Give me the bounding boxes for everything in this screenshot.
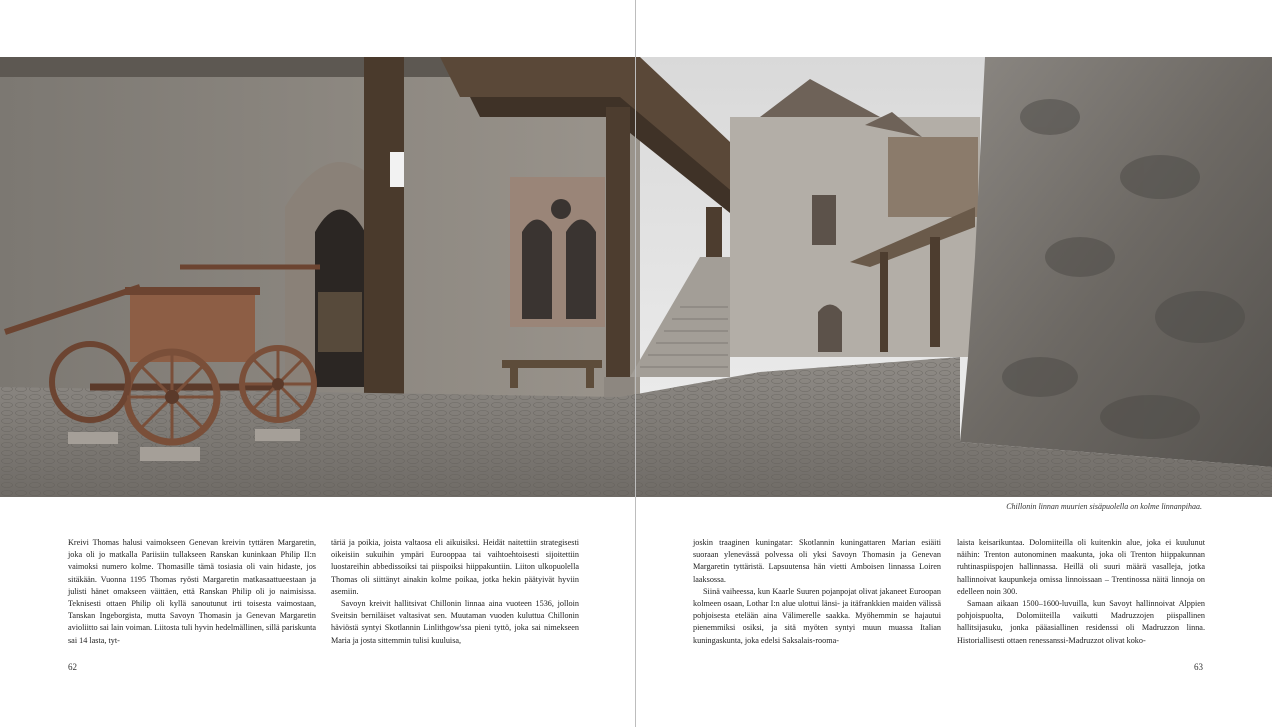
text-column-2	[331, 537, 579, 647]
courtyard-photo	[0, 57, 1272, 497]
paragraph: joskin traaginen kuningatar: Skotlannin kuningattaren Marian esiäiti suoraan ylenevässä polvessa oli yksi Savoyn Thomasin ja Genevan Margaretin tyttäristä. Lapsuutensa hän vietti Amboisen linnassa Loiren laaksossa.	[693, 538, 941, 584]
paragraph: Savoyn kreivit hallitsivat Chillonin linnaa aina vuoteen 1536, jolloin Sveitsin berniläiset valtasivat sen. Muutaman vuoden kuluttua Chillonin häviöstä syntyi Skotlannin Linlithgow'ssa pieni tyttö, joka sai nimekseen Maria ja josta sittemmin tulisi kuuluisa,	[331, 599, 579, 645]
paragraph: täriä ja poikia, joista valtaosa eli aikuisiksi. Heidät naitettiin strategisesti oikeisiin sukuihin ympäri Eurooppaa tai vaihtoehtoisesti sijoitettiin luostareihin abbedissoiksi tai piispoiksi hiippakuntiin. Liiton ulkopuolella Thomas oli siittänyt ainakin kolme poikaa, jotka hekin päätyivät hyviin asemiin.	[331, 538, 579, 596]
page-number-left: 62	[68, 662, 77, 672]
paragraph: Samaan aikaan 1500–1600-luvuilla, kun Savoyt hallinnoivat Alppien pohjoispuolta, Dolomiiteilla vaikutti Madruzzojen piispallinen hallitsijasuku, jonka pääasiallinen residenssi oli Madruzzon linna. Historiallisesti ottaen renessanssi-Madruzzot olivat koko-	[957, 599, 1205, 645]
photo-caption: Chillonin linnan muurien sisäpuolella on kolme linnanpihaa.	[1006, 502, 1202, 511]
page-number-right: 63	[1194, 662, 1203, 672]
paragraph: laista keisarikuntaa. Dolomiiteilla oli kuitenkin alue, joka ei kuulunut näihin: Trenton autonominen maakunta, joka oli Trenton hiippakunnan ruhtinaspiispojen hallinnassa. Heillä oli suuri määrä vasalleja, jotka hallinnoivat kaupunkeja omissa linnoissaan – Trentinossa näitä linnoja on edelleen noin 300.	[957, 538, 1205, 596]
text-column-1	[68, 537, 316, 647]
spine-gutter	[635, 0, 636, 727]
text-column-3	[693, 537, 941, 647]
paragraph: Siinä vaiheessa, kun Kaarle Suuren pojanpojat olivat jakaneet Euroopan kolmeen osaan, Lothar I:n alue ulottui länsi- ja itäfrankkien maiden välissä pohjoisesta etelään aina Välimerelle saakka. Myöhemmin se hajautui pienemmiksi osiksi, ja sitä myöten syntyi muun muassa Italian kuningaskunta, joka edelsi Saksalais-rooma-	[693, 586, 941, 645]
text-column-4	[957, 537, 1205, 647]
paragraph: Kreivi Thomas halusi vaimokseen Genevan kreivin tyttären Margaretin, joka oli jo matkalla Pariisiin tullakseen Ranskan kuninkaan Philip II:n vaimoksi numero kolme. Thomasille tämä tosiasia oli vain hidaste, jos sitäkään. Vuonna 1195 Thomas ryösti Margaretin matkasaattueestaan ja julisti hänet omakseen väittäen, että Ranskan Philip oli jo naimisissa. Teknisesti ottaen Philip oli kyllä sanoutunut irti toisesta vaimostaan, Tanskan Ingeborgista, mutta Savoyn Thomasin ja Genevan Margaretin avioliitto sai lain voiman. Liitosta tuli hyvin hedelmällinen, sillä pariskunta sai 14 lasta, tyt-	[68, 538, 316, 645]
